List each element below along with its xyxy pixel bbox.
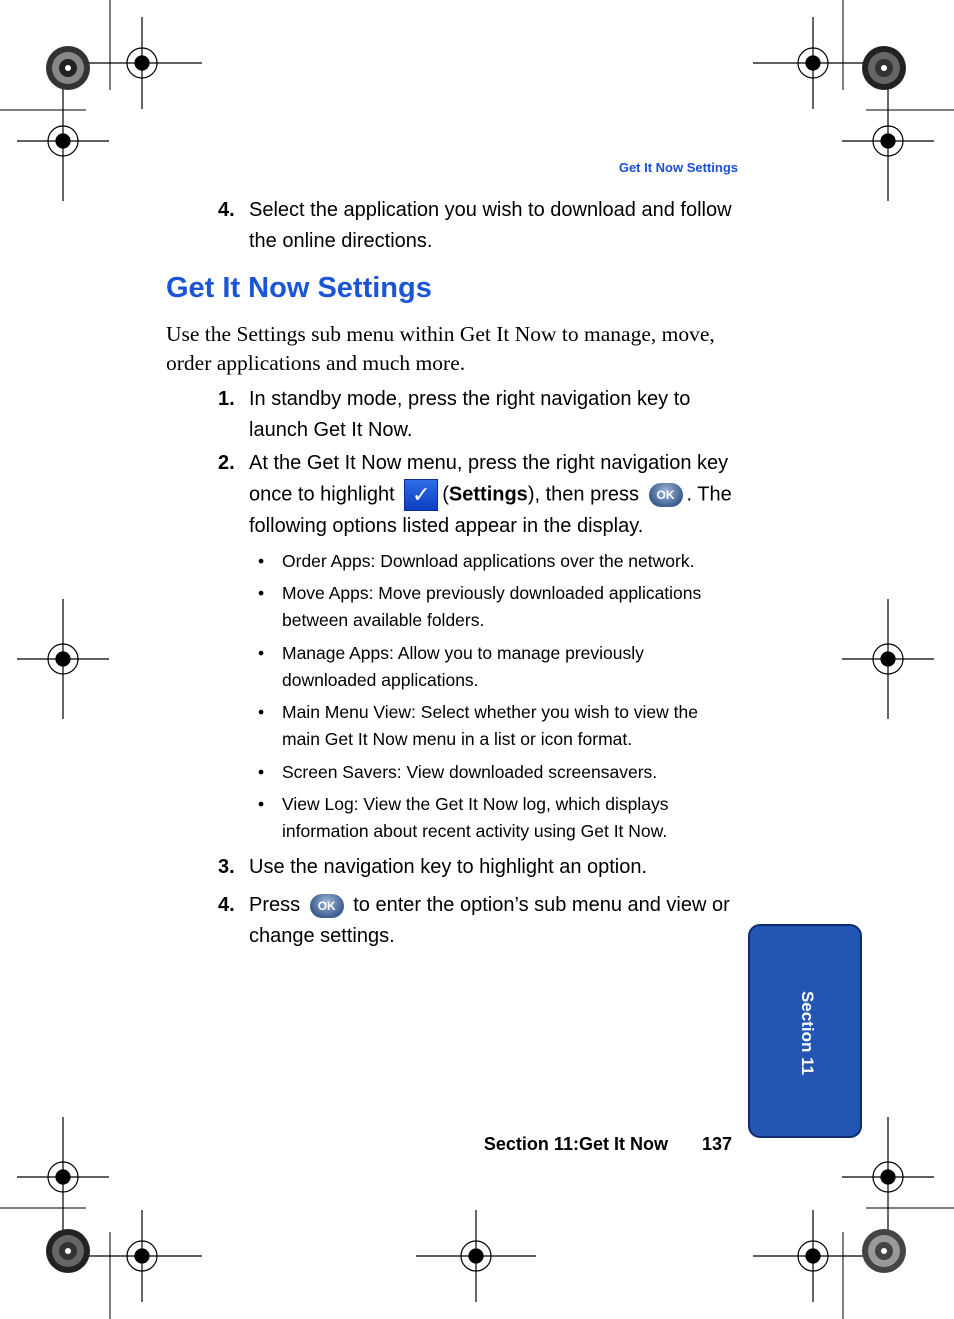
settings-check-icon: ✓ xyxy=(404,479,438,511)
footer-section-label: Section 11:Get It Now xyxy=(483,1134,668,1154)
bullet-icon: • xyxy=(258,794,265,814)
bullet-icon: • xyxy=(258,643,265,663)
step-number: 4. xyxy=(218,894,235,916)
step-text-part: ), then press xyxy=(527,483,639,506)
step-text: In standby mode, press the right navigation key to launch Get It Now. xyxy=(249,388,691,441)
list-item xyxy=(218,195,738,257)
list-item xyxy=(218,890,738,952)
step-text-part: At the Get It Now menu, press the right navigation key once to highlight xyxy=(249,452,729,506)
bullet-text: Main Menu View: Select whether you wish to view the main Get It Now menu in a list or icon format. xyxy=(282,702,698,749)
list-item xyxy=(218,852,738,883)
bullet-icon: • xyxy=(258,762,265,782)
bullet-item xyxy=(258,759,738,786)
step-text: At the Get It Now menu, press the right navigation key once to highlight ✓ (Settings), then press OK . The following options listed appear in the display. xyxy=(249,452,732,537)
page-title: Get It Now Settings xyxy=(166,272,432,304)
settings-label: Settings xyxy=(448,483,528,506)
bullet-text: Move Apps: Move previously downloaded applications between available folders. xyxy=(282,583,702,630)
page-number: 137 xyxy=(701,1134,732,1154)
step-number: 1. xyxy=(218,388,235,410)
intro-paragraph: Use the Settings sub menu within Get It Now to manage, move, order applications and much more. xyxy=(166,322,715,375)
page-footer xyxy=(420,1134,732,1155)
section-tab xyxy=(748,924,862,1138)
step-text: Use the navigation key to highlight an option. xyxy=(249,856,648,878)
bullet-icon: • xyxy=(258,583,265,603)
bullet-item xyxy=(258,580,738,634)
bullet-item xyxy=(258,548,738,575)
step-text xyxy=(249,890,738,952)
step-text-part: to enter the option’s sub menu and view or change settings. xyxy=(249,894,730,947)
bullet-item xyxy=(258,699,738,753)
section-tab-label: Section 11 xyxy=(798,990,817,1076)
bullet-text: Order Apps: Download applications over the network. xyxy=(282,551,695,571)
bullet-text: View Log: View the Get It Now log, which displays information about recent activity using Get It Now. xyxy=(282,794,669,841)
bullet-icon: • xyxy=(258,551,265,571)
step-text-part: Press xyxy=(249,894,301,916)
ok-key-icon: OK xyxy=(310,894,344,918)
step-number: 2. xyxy=(218,452,235,474)
bullet-text: Screen Savers: View downloaded screensavers. xyxy=(282,762,658,782)
running-header: Get It Now Settings xyxy=(618,160,738,175)
bullet-item xyxy=(258,640,738,694)
bullet-text: Manage Apps: Allow you to manage previously downloaded applications. xyxy=(282,643,644,690)
bullet-icon: • xyxy=(258,702,265,722)
step-text: Select the application you wish to download and follow the online directions. xyxy=(249,199,732,252)
step-number: 3. xyxy=(218,856,235,878)
step-number: 4. xyxy=(218,199,235,221)
list-item xyxy=(218,384,738,446)
ok-key-icon: OK xyxy=(649,483,683,507)
bullet-item xyxy=(258,791,738,845)
step-text-part: . The following options listed appear in the display. xyxy=(249,483,732,537)
list-item xyxy=(218,448,738,542)
